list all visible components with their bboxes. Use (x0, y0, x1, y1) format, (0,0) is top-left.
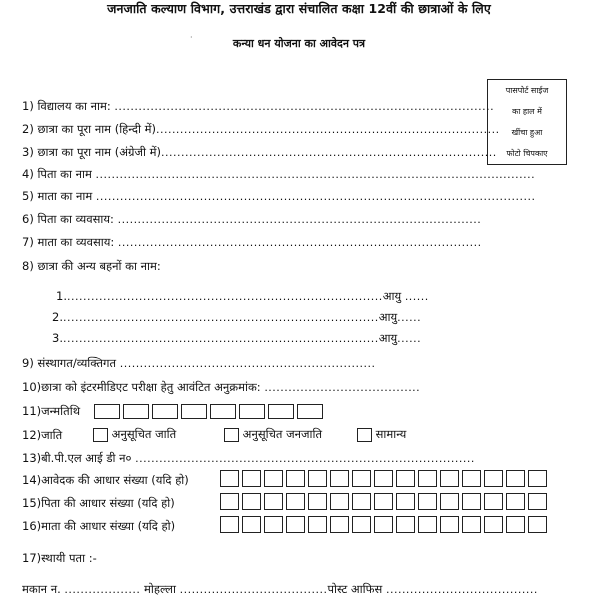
aadhaar-digit-box[interactable] (242, 516, 261, 533)
aadhaar-digit-box[interactable] (220, 493, 239, 510)
caste-general-label: सामान्य (375, 427, 407, 441)
aadhaar-digit-box[interactable] (418, 470, 437, 487)
fill-line[interactable]: .............................................................................................................. (95, 190, 536, 203)
aadhaar-digit-box[interactable] (462, 493, 481, 510)
age-line[interactable]: ...... (397, 332, 422, 345)
aadhaar-digit-box[interactable] (308, 493, 327, 510)
sister-name-line[interactable]: ............................................................................... (66, 290, 383, 303)
aadhaar-digit-box[interactable] (352, 516, 371, 533)
aadhaar-digit-box[interactable] (220, 470, 239, 487)
aadhaar-digit-box[interactable] (264, 516, 283, 533)
caste-option-sc[interactable] (93, 427, 176, 442)
field-mother-name (22, 189, 536, 204)
field-dob-label: 11)जन्मतिथि (22, 404, 81, 418)
field-label: 13)बी.पी.एल आई डी न० (22, 451, 132, 465)
field-name-english (22, 145, 497, 160)
field-name-hindi (22, 122, 500, 137)
sister-row-1 (56, 289, 429, 304)
age-line[interactable]: ...... (404, 290, 429, 303)
aadhaar-digit-box[interactable] (330, 516, 349, 533)
aadhaar-digit-box[interactable] (462, 516, 481, 533)
fill-line[interactable]: ....................................... (264, 381, 421, 394)
field-label: 6) पिता का व्यवसाय: (22, 212, 114, 226)
sister-number: 3. (52, 331, 63, 345)
sister-row-3 (52, 331, 421, 346)
house-number-line[interactable]: ................... (64, 583, 141, 596)
field-label: 2) छात्रा का पूरा नाम (हिन्दी में) (22, 122, 156, 136)
checkbox-sc[interactable] (93, 428, 108, 442)
field-label: 5) माता का नाम (22, 189, 93, 203)
form-subtitle: कन्या धन योजना का आवेदन पत्र (232, 37, 366, 50)
form-header-title: जनजाति कल्याण विभाग, उत्तराखंड द्वारा संचालित कक्षा 12वीं की छात्राओं के लिए (107, 1, 491, 16)
dob-digit-box[interactable] (94, 404, 120, 419)
dob-boxes (94, 404, 326, 419)
mother-aadhaar-boxes (220, 516, 550, 533)
aadhaar-digit-box[interactable] (242, 493, 261, 510)
aadhaar-digit-box[interactable] (286, 493, 305, 510)
field-roll-number (22, 380, 420, 395)
fill-line[interactable]: ..................................................................................... (135, 452, 475, 465)
field-label: 7) माता का व्यवसाय: (22, 235, 115, 249)
sister-name-line[interactable]: ............................................................................... (62, 332, 379, 345)
photo-box-line-1: पासपोर्ट साईज (505, 86, 549, 95)
field-mother-occupation (22, 235, 482, 250)
sister-number: 2. (52, 310, 63, 324)
dob-digit-box[interactable] (297, 404, 323, 419)
caste-st-label: अनुसूचित जनजाति (242, 427, 323, 441)
age-line[interactable]: ...... (397, 311, 422, 324)
fill-line[interactable]: .............................................................................................................. (95, 168, 536, 181)
caste-option-st[interactable] (224, 427, 322, 442)
field-sisters-label: 8) छात्रा की अन्य बहनों का नाम: (22, 259, 161, 273)
dob-digit-box[interactable] (152, 404, 178, 419)
aadhaar-digit-box[interactable] (506, 470, 525, 487)
aadhaar-digit-box[interactable] (264, 470, 283, 487)
field-school-name (22, 99, 494, 114)
sister-row-2 (52, 310, 421, 325)
field-applicant-aadhaar-label: 14)आवेदक की आधार संख्या (यदि हो) (22, 473, 189, 487)
dob-digit-box[interactable] (210, 404, 236, 419)
aadhaar-digit-box[interactable] (264, 493, 283, 510)
aadhaar-digit-box[interactable] (308, 470, 327, 487)
aadhaar-digit-box[interactable] (484, 516, 503, 533)
aadhaar-digit-box[interactable] (220, 516, 239, 533)
aadhaar-digit-box[interactable] (440, 470, 459, 487)
field-label: 9) संस्थागत/व्यक्तिगत (22, 356, 117, 370)
aadhaar-digit-box[interactable] (352, 493, 371, 510)
mohalla-label: मोहल्ला (144, 582, 176, 596)
sister-number: 1. (56, 289, 67, 303)
aadhaar-digit-box[interactable] (352, 470, 371, 487)
aadhaar-digit-box[interactable] (440, 516, 459, 533)
aadhaar-digit-box[interactable] (374, 516, 393, 533)
aadhaar-digit-box[interactable] (396, 470, 415, 487)
age-label: आयु (382, 289, 402, 303)
aadhaar-digit-box[interactable] (418, 516, 437, 533)
header-mark: · (190, 33, 193, 42)
aadhaar-digit-box[interactable] (506, 493, 525, 510)
photo-box-line-3: खींचा हुआ (511, 128, 543, 137)
field-mother-aadhaar-label: 16)माता की आधार संख्या (यदि हो) (22, 519, 176, 533)
mohalla-line[interactable]: ..................................... (179, 583, 328, 596)
post-office-line[interactable]: ...................................... (385, 583, 538, 596)
field-bpl-id (22, 451, 475, 466)
house-number-label: मकान न. (22, 582, 61, 596)
aadhaar-digit-box[interactable] (528, 516, 547, 533)
photo-box-line-2: का हाल में (512, 107, 542, 116)
field-caste-label: 12)जाति (22, 428, 63, 442)
age-label: आयु (378, 310, 398, 324)
aadhaar-digit-box[interactable] (396, 516, 415, 533)
aadhaar-digit-box[interactable] (440, 493, 459, 510)
aadhaar-digit-box[interactable] (484, 470, 503, 487)
aadhaar-digit-box[interactable] (528, 470, 547, 487)
checkbox-st[interactable] (224, 428, 239, 442)
field-institutional-private (22, 356, 375, 371)
address-line (22, 582, 538, 597)
caste-sc-label: अनुसूचित जाति (111, 427, 177, 441)
aadhaar-digit-box[interactable] (374, 493, 393, 510)
photo-box-line-4: फोटो चिपकाए (506, 149, 548, 158)
fill-line[interactable]: .................................................................................... (161, 146, 497, 159)
fill-line[interactable]: ............................................................................................... (114, 100, 495, 113)
aadhaar-digit-box[interactable] (242, 470, 261, 487)
aadhaar-digit-box[interactable] (418, 493, 437, 510)
fill-line[interactable]: ........................................................................................... (117, 236, 482, 249)
dob-digit-box[interactable] (239, 404, 265, 419)
caste-option-general[interactable] (357, 427, 406, 442)
aadhaar-digit-box[interactable] (286, 516, 305, 533)
field-permanent-address-label: 17)स्थायी पता :- (22, 551, 97, 565)
aadhaar-digit-box[interactable] (308, 516, 327, 533)
field-label: 1) विद्यालय का नाम: (22, 99, 111, 113)
aadhaar-digit-box[interactable] (286, 470, 305, 487)
aadhaar-digit-box[interactable] (462, 470, 481, 487)
field-label: 3) छात्रा का पूरा नाम (अंग्रेजी में) (22, 145, 161, 159)
field-father-name (22, 167, 535, 182)
aadhaar-digit-box[interactable] (528, 493, 547, 510)
father-aadhaar-boxes (220, 493, 550, 510)
dob-digit-box[interactable] (268, 404, 294, 419)
aadhaar-digit-box[interactable] (506, 516, 525, 533)
dob-digit-box[interactable] (123, 404, 149, 419)
field-father-occupation (22, 212, 481, 227)
fill-line[interactable]: ........................................................................................... (117, 213, 482, 226)
dob-digit-box[interactable] (181, 404, 207, 419)
field-father-aadhaar-label: 15)पिता की आधार संख्या (यदि हो) (22, 496, 175, 510)
aadhaar-digit-box[interactable] (330, 493, 349, 510)
field-label: 4) पिता का नाम (22, 167, 92, 181)
aadhaar-digit-box[interactable] (330, 470, 349, 487)
post-office-label: पोस्ट आफिस (327, 582, 383, 596)
sister-name-line[interactable]: ............................................................................... (62, 311, 379, 324)
age-label: आयु (378, 331, 398, 345)
aadhaar-digit-box[interactable] (484, 493, 503, 510)
field-label: 10)छात्रा को इंटरमीडिएट परीक्षा हेतु आवंटित अनुक्रमांक: (22, 380, 261, 394)
fill-line[interactable]: ................................................................ (119, 357, 376, 370)
checkbox-general[interactable] (357, 428, 372, 442)
aadhaar-digit-box[interactable] (374, 470, 393, 487)
applicant-aadhaar-boxes (220, 470, 550, 487)
aadhaar-digit-box[interactable] (396, 493, 415, 510)
fill-line[interactable]: ...................................................................................... (155, 123, 500, 136)
